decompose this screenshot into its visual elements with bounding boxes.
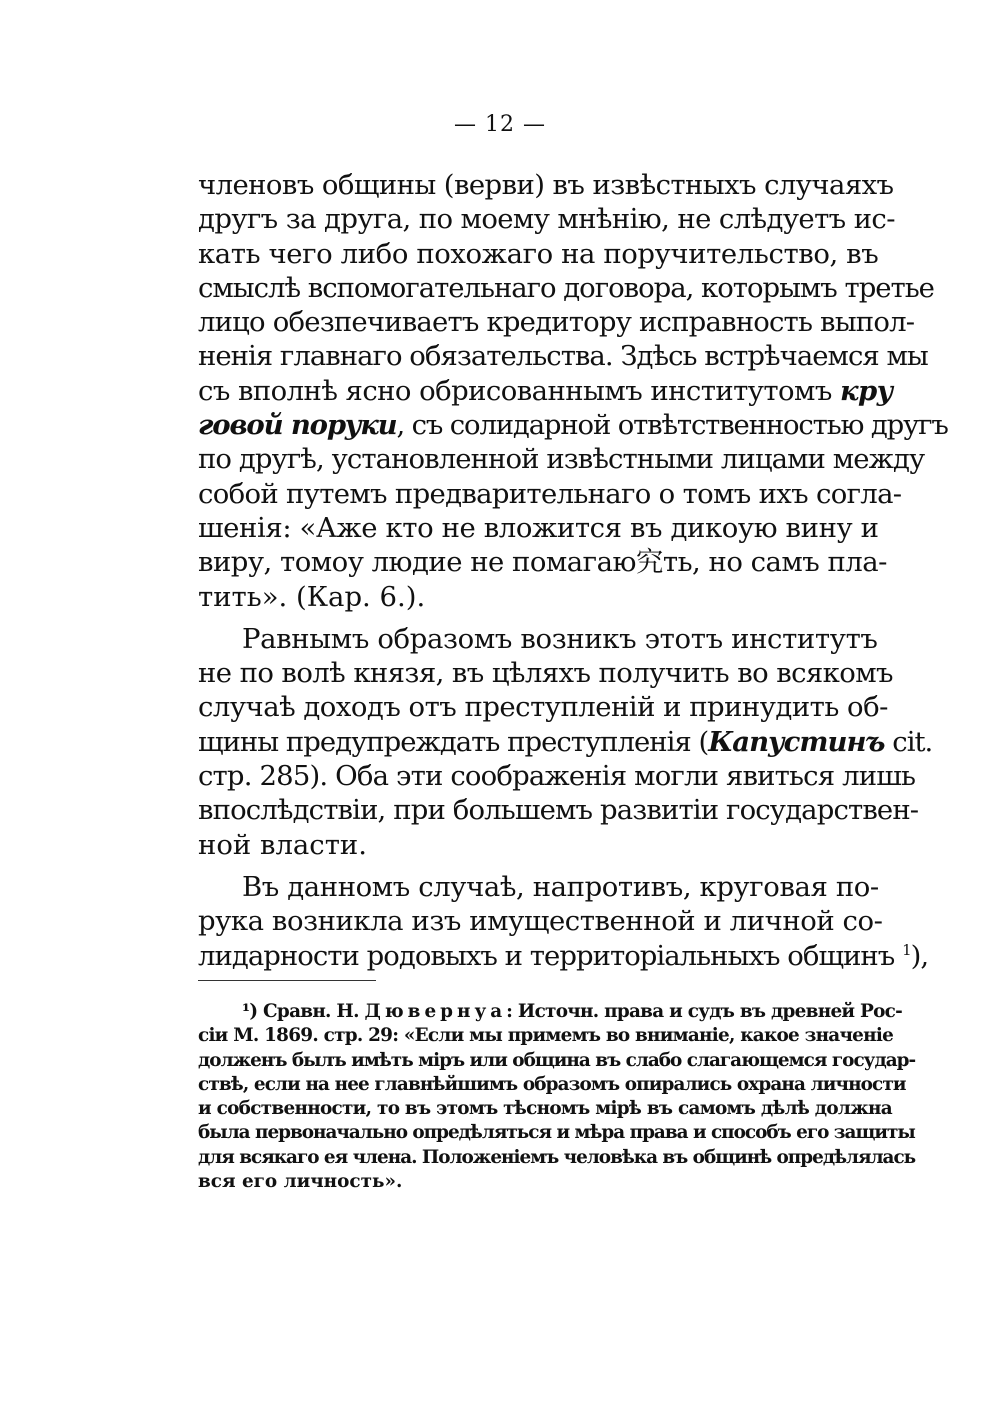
text-line: лицо обезпечиваетъ кредитору исправность выпол-: [198, 306, 915, 339]
text-line: случаѣ доходъ отъ преступленій и принудить об-: [198, 691, 888, 724]
page-number: — 12 —: [454, 112, 546, 137]
emphasis-term: говой поруки: [198, 409, 397, 442]
text-segment: щины предупреждать преступленія (: [198, 725, 709, 758]
text-segment: лидарности родовыхъ и территоріальныхъ общинъ: [198, 939, 903, 972]
text-line: [198, 725, 933, 759]
paragraph-1: [198, 168, 948, 614]
text-line: шенія: «Аже кто не вложится въ дикоую вину и: [198, 511, 879, 544]
text-line: другъ за друга, по моему мнѣнію, не слѣдуетъ ис-: [198, 203, 895, 236]
footnote-line: для всякаго ея члена. Положеніемъ человѣка въ общинѣ опредѣлялась: [198, 1146, 916, 1168]
text-line: [198, 408, 948, 442]
text-line: не по волѣ князя, въ цѣляхъ получить во всякомъ: [198, 657, 893, 690]
text-line: [198, 374, 893, 408]
text-line: стр. 285). Оба эти соображенія могли явиться лишь: [198, 760, 916, 793]
footnote-line: сіи М. 1869. стр. 29: «Если мы примемъ во вниманіе, какое значеніе: [198, 1025, 894, 1047]
text-segment: съ вполнѣ ясно обрисованнымъ институтомъ: [198, 374, 840, 407]
text-line: членовъ общины (верви) въ извѣстныхъ случаяхъ: [198, 169, 894, 201]
text-segment: , съ солидарной отвѣтственностью другъ: [396, 409, 948, 442]
text-line: собой путемъ предварительнаго о томъ ихъ согла-: [198, 477, 902, 510]
text-line: Равнымъ образомъ возникъ этотъ институтъ: [242, 622, 878, 655]
text-segment: Сравн. Н.: [257, 1001, 365, 1022]
paragraph-2: [198, 622, 933, 862]
footnote-line: и собственности, то въ этомъ тѣсномъ мірѣ въ самомъ дѣлѣ должна: [198, 1098, 892, 1120]
main-text: [198, 168, 948, 973]
text-line: Въ данномъ случаѣ, напротивъ, круговая по-: [242, 870, 879, 903]
text-line: виру, томоу людие не помагаю究ть, но самъ пла-: [198, 546, 887, 579]
footnote-marker: ¹): [242, 1001, 258, 1022]
footnote-reference: 1: [902, 940, 911, 959]
text-line: впослѣдствіи, при большемъ развитіи государствен-: [198, 794, 919, 827]
footnote-line: ствѣ, если на нее главнѣйшимъ образомъ опирались охрана личности: [198, 1073, 906, 1095]
text-line: ной власти.: [198, 828, 367, 861]
footnote-line: была первоначально опредѣляться и мѣра права и способъ его защиты: [198, 1122, 915, 1144]
text-line: ненія главнаго обязательства. Здѣсь встрѣчаемся мы: [198, 340, 928, 373]
text-line: по другѣ, установленной извѣстными лицами между: [198, 443, 925, 476]
text-line: рука возникла изъ имущественной и личной со-: [198, 905, 883, 938]
emphasis-author: Капустинъ: [708, 725, 885, 758]
text-line: тить». (Кар. 6.).: [198, 580, 426, 613]
text-line: смыслѣ вспомогательнаго договора, которымъ третье: [198, 271, 934, 304]
text-segment: cit.: [884, 725, 933, 758]
text-line: кать чего либо похожаго на поручительство, въ: [198, 237, 879, 270]
text-line: [198, 939, 929, 973]
footnote: [198, 1000, 916, 1194]
footnote-divider: [198, 980, 376, 981]
footnote-line: долженъ былъ имѣть міръ или община въ слабо слагающемся государ-: [198, 1049, 916, 1071]
footnote-author: Дювернуа: [364, 1001, 507, 1022]
footnote-line: вся его личность».: [198, 1171, 403, 1193]
footnote-line: [198, 1000, 903, 1024]
text-segment: : Источн. права и судъ въ древней Рос-: [506, 1001, 903, 1022]
paragraph-3: [198, 870, 929, 973]
text-segment: ),: [910, 939, 929, 972]
emphasis-term: кру: [840, 374, 893, 407]
